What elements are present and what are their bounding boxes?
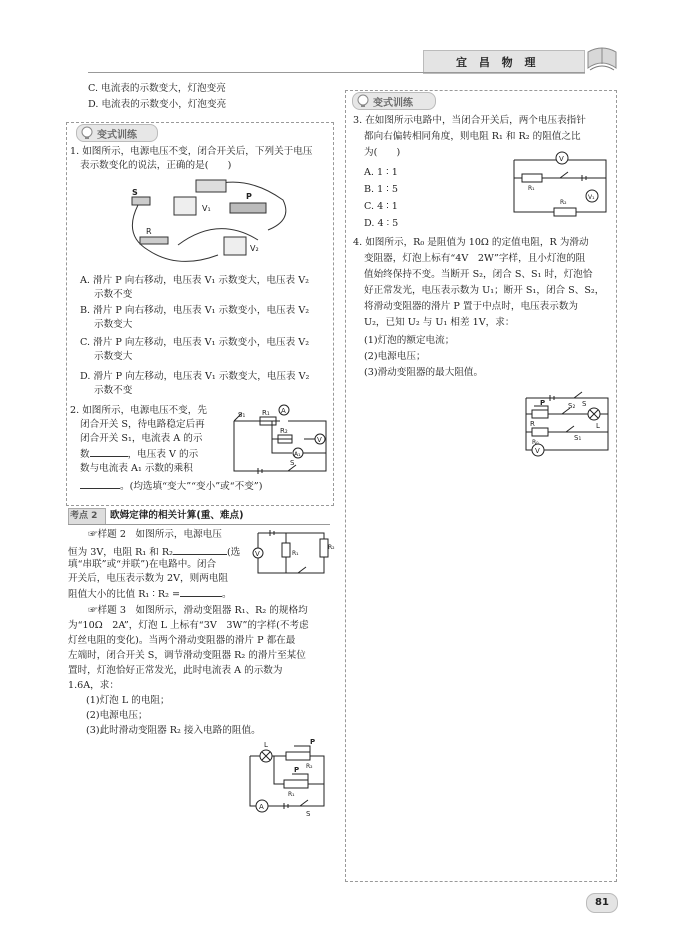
q3-option-a: A. 1 ∶ 1 [364,167,398,178]
q2-label-a1: A₁ [294,451,301,458]
switch-s [132,197,150,205]
q2-blank-1[interactable] [90,446,128,457]
q2-line5: 数与电流表 A₁ 示数的乘积 [80,463,193,474]
q2-label-s1: S₁ [238,411,246,419]
resistor-r [140,237,168,244]
q3-option-c: C. 4 ∶ 1 [364,201,398,212]
ex3-sub3: (3)此时滑动变阻器 R₂ 接入电路的阻值。 [86,725,261,736]
q2-line6: 。(均选填“变大”“变小”或“不变”) [80,478,262,494]
battery-box [196,180,226,192]
section-title: 欧姆定律的相关计算(重、难点) [110,510,244,521]
q2-label-r1: R₁ [262,409,270,417]
ex3-line5: 置时，灯泡恰好正常发光，此时电流表 A 的示数为 [68,665,283,676]
q3-line3: 为( ) [364,147,401,158]
practice-badge-left: 变式训练 [76,124,158,142]
ex2-line1: ☞样题 2 如图所示，电源电压 [88,529,222,540]
ex3-line2: 为“10Ω 2A”，灯泡 L 上标有“3V 3W”的字样(不考虑 [68,620,309,631]
header-rule [88,72,585,73]
ex2-line5: 阻值大小的比值 R₁ ∶ R₂ = 。 [68,586,232,602]
bulb-icon [80,126,94,140]
q2-line3: 闭合开关 S₁，电流表 A 的示 [80,433,203,444]
q4-sub2: (2)电源电压； [364,351,426,362]
q3-option-d: D. 4 ∶ 5 [364,218,399,229]
label-v1: V₁ [202,204,211,213]
q3-line1: 3. 在如图所示电路中，当闭合开关后，两个电压表指针 [353,115,586,126]
label-v2: V₂ [250,244,259,253]
section-tag-text: 考点 2 [70,511,98,521]
ex3-line3: 灯丝电阻的变化)。当两个滑动变阻器的滑片 P 都在最 [68,635,296,646]
q4-circuit-diagram [522,392,614,464]
q4-line5: 将滑动变阻器的滑片 P 置于中点时，电压表示数为 [364,301,579,312]
ex2-label-v: V [255,550,260,558]
q3-line2: 都向右偏转相同角度，则电阻 R₁ 和 R₂ 的阻值之比 [364,131,581,142]
section-rule [68,524,330,525]
ex2-circuit-diagram [250,527,335,577]
q2-blank-2[interactable] [80,478,120,489]
q3-label-r2: R₂ [560,199,567,206]
q4-label-s1: S₁ [574,434,582,442]
q1-option-c2: 示数变大 [94,351,133,362]
ex3-label-a: A [259,803,264,811]
ex3-label-r2: R₂ [306,763,313,770]
ex3-line1: ☞样题 3 如图所示，滑动变阻器 R₁、R₂ 的规格均 [88,605,308,616]
q4-line2: 变阻器，灯泡上标有“4V 2W”字样，且小灯泡的阻 [364,253,586,264]
q3-label-r1: R₁ [528,185,535,192]
q4-sub1: (1)灯泡的额定电流； [364,335,455,346]
q4-sub3: (3)滑动变阻器的最大阻值。 [364,367,484,378]
q3-label-v1: V₁ [588,194,595,201]
voltmeter-v1 [174,197,196,215]
q2-label-a: A [281,407,286,415]
label-r: R [146,227,152,236]
ex3-line6: 1.6A，求： [68,680,119,691]
q4-line6: U₂，已知 U₂ 与 U₁ 相差 1V，求： [364,317,515,328]
voltmeter-v2 [224,237,246,255]
q1-option-a1: A. 滑片 P 向右移动，电压表 V₁ 示数变大，电压表 V₂ [80,275,309,286]
q4-label-r0: R₀ [532,439,539,446]
ex2-line3: 填“串联”或“并联”)在电路中。闭合 [68,559,217,570]
ex2-line4: 开关后，电压表示数为 2V，则两电阻 [68,573,228,584]
ex3-label-l: L [264,741,268,749]
ex2-label-r2: R₂ [328,544,335,551]
q4-line4: 好正常发光，电压表示数为 U₁；断开 S₁，闭合 S、S₂， [364,285,605,296]
q1-line1: 1. 如图所示，电源电压不变，闭合开关后，下列关于电压 [70,146,313,157]
q2-circuit-diagram [232,405,328,475]
q4-label-s2: S₂ [568,402,576,410]
q3-circuit-diagram [510,150,610,216]
label-s: S [132,188,138,197]
label-p: P [246,192,252,201]
q1-circuit-figure [118,175,298,270]
q4-label-r: R [530,420,535,428]
q4-line3: 值始终保持不变。当断开 S₂，闭合 S、S₁ 时，灯泡恰 [364,269,593,280]
ex3-sub2: (2)电源电压； [86,710,148,721]
ex2-label-r1: R₁ [292,550,299,557]
q2-line4: 数 ，电压表 V 的示 [80,446,198,462]
q1-option-a2: 示数不变 [94,289,133,300]
ex3-label-r1: R₁ [288,791,295,798]
q1-option-b2: 示数变大 [94,319,133,330]
q2-label-r2: R₂ [280,427,288,435]
ex3-sub1: (1)灯泡 L 的电阻； [86,695,170,706]
q1-line2: 表示数变化的说法，正确的是( ) [80,160,232,171]
option-d-cont: D. 电流表的示数变小，灯泡变亮 [88,99,227,110]
q2-label-v: V [317,436,322,444]
page-number: 81 [586,893,618,913]
ex3-circuit-diagram [244,740,328,820]
q4-label-l: L [596,422,600,430]
practice-badge-right: 变式训练 [352,92,436,110]
ex2-blank-1[interactable] [173,544,227,555]
ex3-label-p1: P [310,738,316,746]
q1-option-d2: 示数不变 [94,385,133,396]
ex2-blank-2[interactable] [180,586,222,597]
bulb-icon [356,94,370,108]
ex3-line4: 左端时，闭合开关 S，调节滑动变阻器 R₂ 的滑片至某位 [68,650,306,661]
ex2-line2: 恒为 3V，电阻 R₁ 和 R₂ (选 [68,544,240,560]
q4-label-p: P [540,399,546,407]
q1-option-d1: D. 滑片 P 向左移动，电压表 V₁ 示数变大，电压表 V₂ [80,371,310,382]
q3-option-b: B. 1 ∶ 5 [364,184,398,195]
q3-label-v: V [559,155,564,163]
ex3-label-p2: P [294,766,300,774]
q2-line2: 闭合开关 S，待电路稳定后再 [80,419,205,430]
header-title: 宜 昌 物 理 [456,56,540,69]
rheostat-p [230,203,266,213]
ex3-label-s: S [306,810,311,818]
q4-label-s: S [582,400,587,408]
q2-label-s: S [290,459,295,467]
q2-line1: 2. 如图所示，电源电压不变，先 [70,405,207,416]
q4-label-v: V [535,447,540,455]
q1-option-b1: B. 滑片 P 向右移动，电压表 V₁ 示数变小，电压表 V₂ [80,305,310,316]
q1-option-c1: C. 滑片 P 向左移动，电压表 V₁ 示数变小，电压表 V₂ [80,337,310,348]
option-c-cont: C. 电流表的示数变大，灯泡变亮 [88,83,226,94]
book-icon [585,44,619,74]
q4-line1: 4. 如图所示，R₀ 是阻值为 10Ω 的定值电阻，R 为滑动 [353,237,589,248]
